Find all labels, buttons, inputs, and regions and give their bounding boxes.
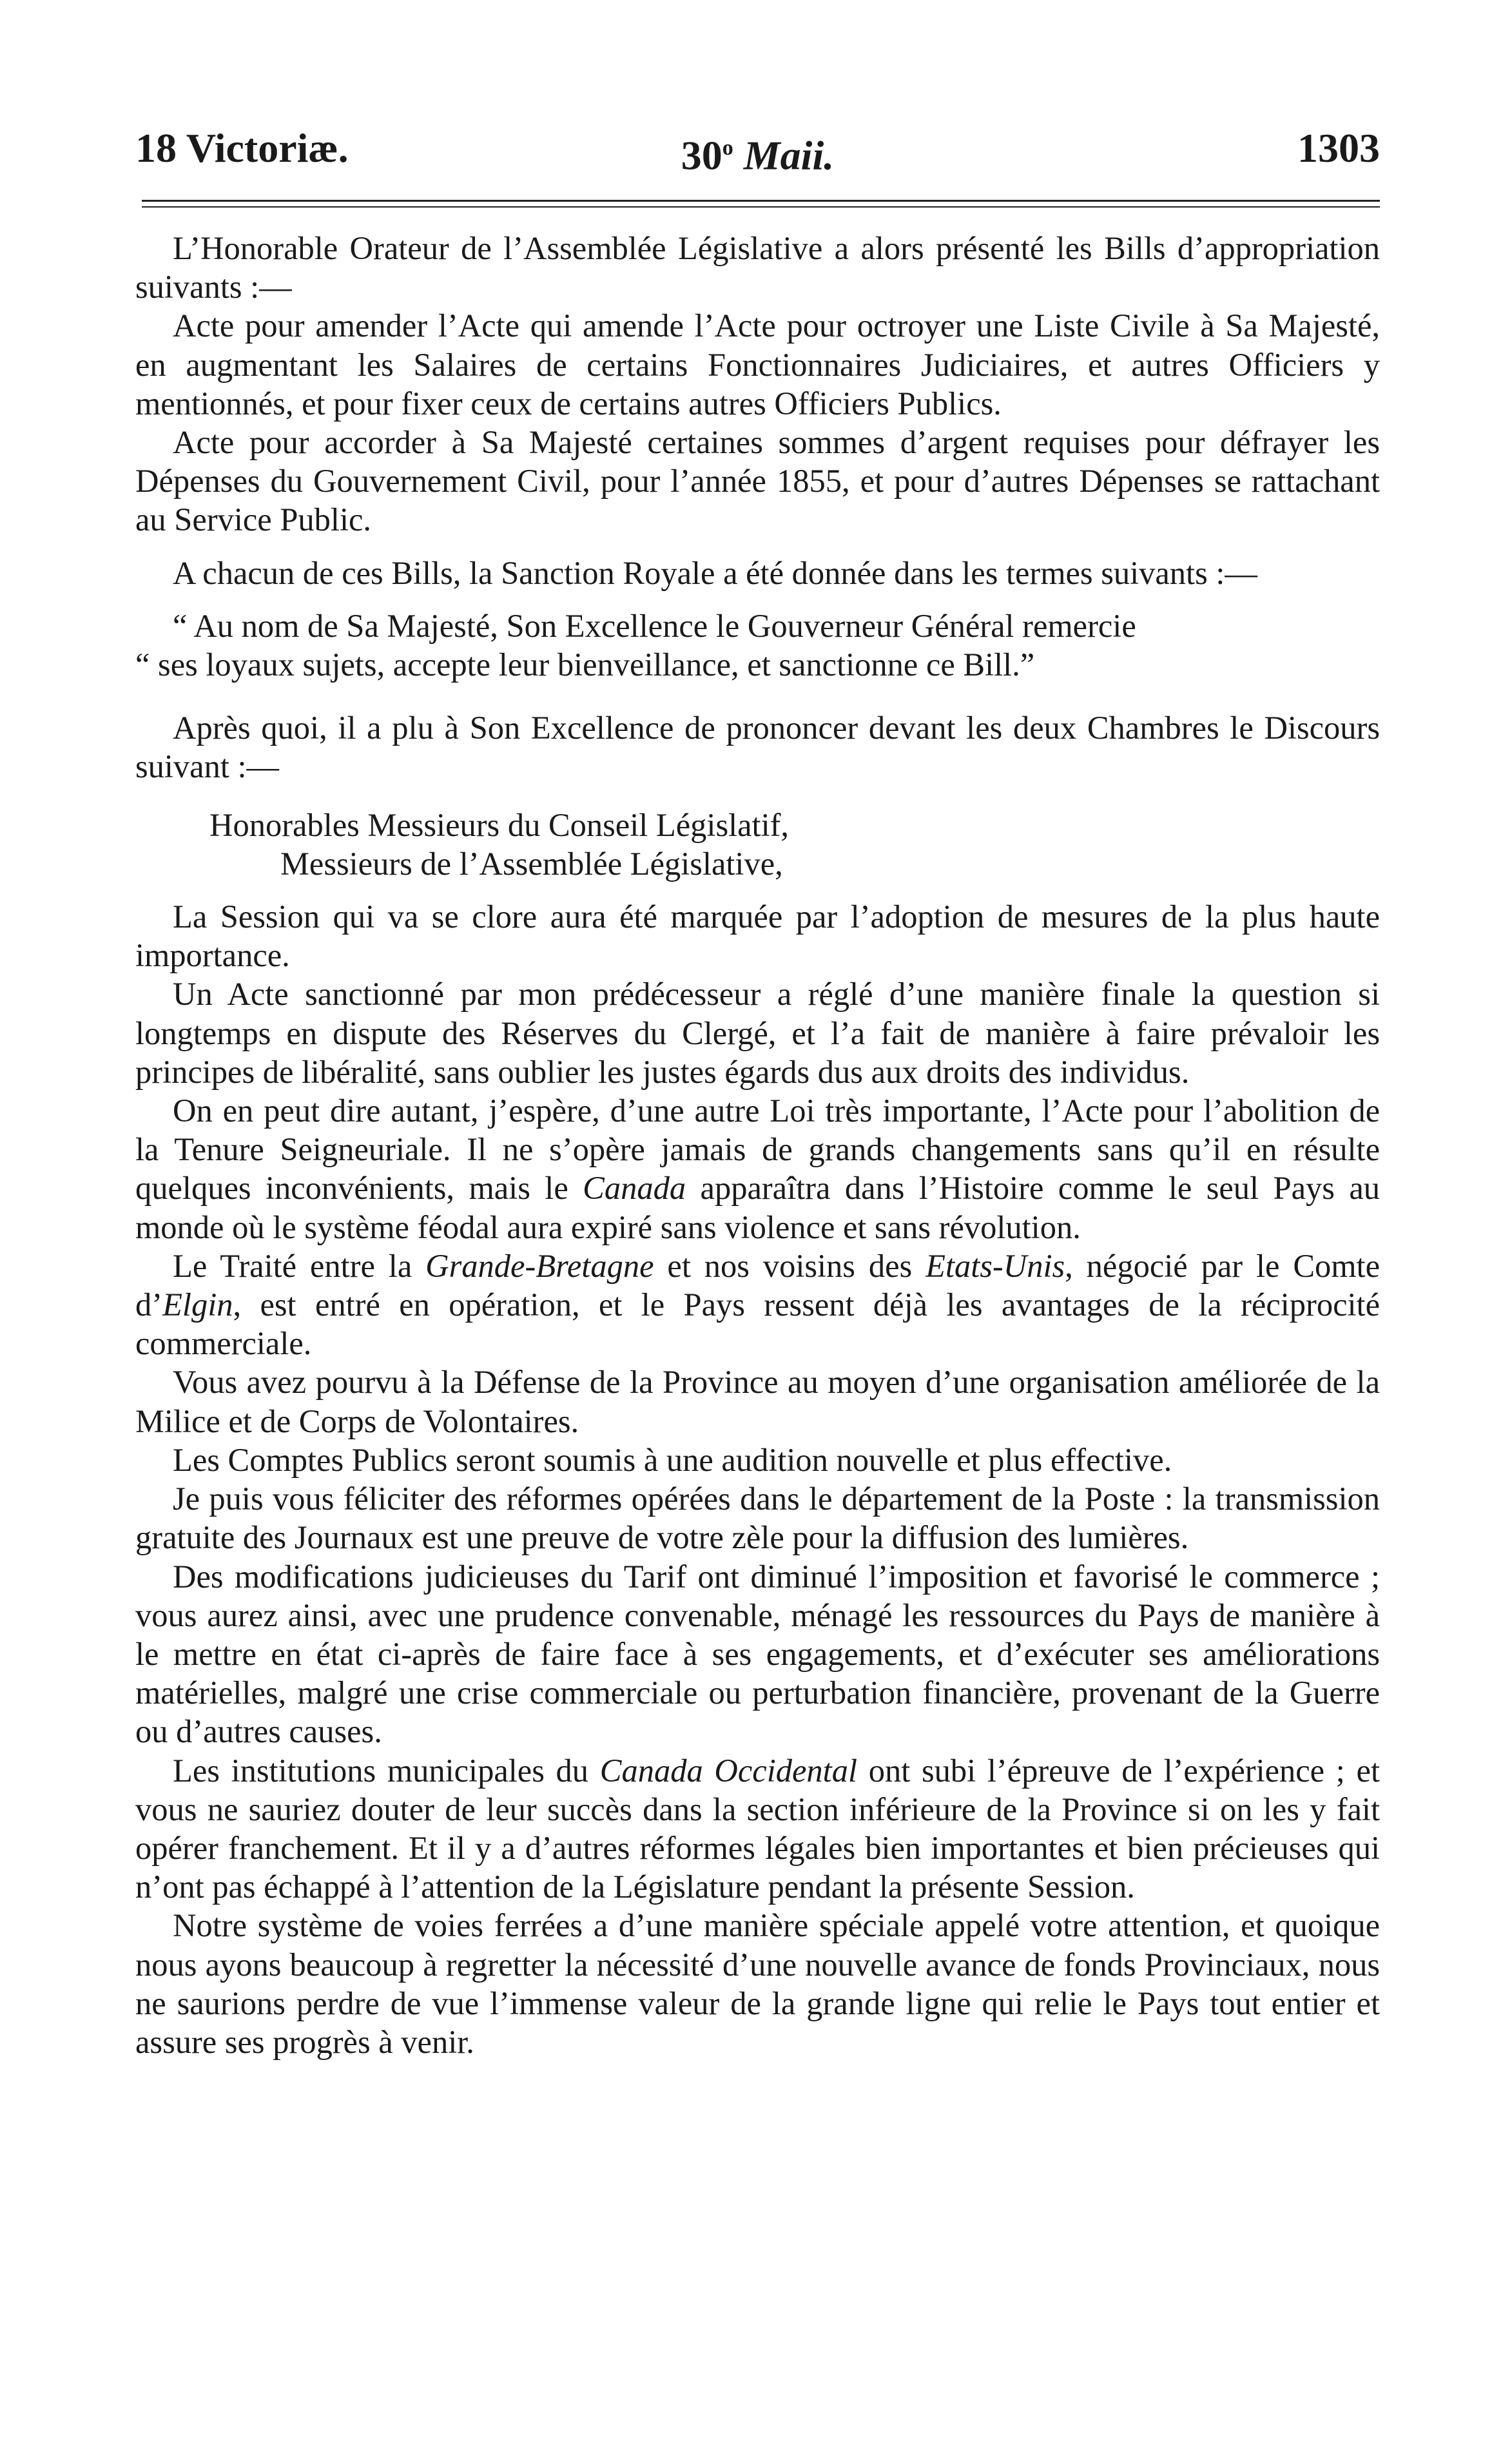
text-run: et nos voisins des <box>654 1247 926 1284</box>
header-regnal-year: 18 Victoriæ. <box>135 125 349 171</box>
italic-person-name: Elgin <box>162 1287 233 1323</box>
header-rule <box>142 200 1380 202</box>
paragraph-civil-list-act: Acte pour amender l’Acte qui amende l’Acte pour octroyer une Liste Civile à Sa Majesté, en augmentant les Salaires de certains Fonctionnaires Judiciaires, et autres Officiers y mentionnés, et pour fixer ceux de certains autres Officiers Publics. <box>135 307 1380 422</box>
text-run: Les institutions municipales du <box>173 1752 600 1789</box>
text-run: , est entré en opération, et le Pays ressent déjà les avantages de la réciprocité commerciale. <box>135 1287 1380 1362</box>
italic-place-name: Grande-Bretagne <box>425 1247 654 1284</box>
paragraph-reciprocity-treaty <box>135 1247 1380 1363</box>
assent-formula-line-1: “ Au nom de Sa Majesté, Son Excellence le Gouverneur Général remercie <box>173 607 1136 644</box>
header-month: Maii. <box>743 132 835 179</box>
paragraph-tariff: Des modifications judicieuses du Tarif ont diminué l’imposition et favorisé le commerce ; vous aurez ainsi, avec une prudence convenable, ménagé les ressources du Pays de manière à le mettre en état ci-après de faire face à ses engagements, et d’exécuter ses améliorations matérielles, malgré une crise commerciale ou perturbation financière, provenant de la Guerre ou d’autres causes. <box>135 1558 1380 1750</box>
italic-place-name: Canada <box>583 1170 686 1207</box>
text-run: ont subi l’épreuve de l’expérience ; et vous ne sauriez douter de leur succès dans la section inférieure de la Province si on les y fait opérer franchement. Et il y a d’autres réformes légales bien importantes et bien précieuses qui n’ont pas échappé à l’attention de la Législature pendant la présente Session. <box>135 1752 1380 1905</box>
document-body <box>135 229 1380 2061</box>
header-day: 30 <box>681 132 722 179</box>
paragraph-seigneurial-tenure <box>135 1091 1380 1247</box>
address-legislative-assembly: Messieurs de l’Assemblée Législative, <box>280 845 783 882</box>
header-day-suffix: o <box>722 136 733 160</box>
running-header <box>135 113 1380 184</box>
paragraph-public-accounts: Les Comptes Publics seront soumis à une audition nouvelle et plus effective. <box>173 1441 1172 1478</box>
text-run: , négocié par le Comte d’ <box>135 1247 1381 1323</box>
paragraph-clergy-reserves: Un Acte sanctionné par mon prédécesseur a réglé d’une manière finale la question si longtemps en dispute des Réserves du Clergé, et l’a fait de manière à faire prévaloir les principes de libéralité, sans oublier les justes égards dus aux droits des individus. <box>135 976 1380 1090</box>
header-rule-thin <box>142 206 1380 208</box>
paragraph-post-office: Je puis vous féliciter des réformes opérées dans le département de la Poste : la transmission gratuite des Journaux est une preuve de votre zèle pour la diffusion des lumières. <box>135 1481 1380 1556</box>
assent-formula-line-2: “ ses loyaux sujets, accepte leur bienveillance, et sanctionne ce Bill.” <box>135 646 1035 683</box>
paragraph-militia: Vous avez pourvu à la Défense de la Province au moyen d’une organisation améliorée de la Milice et de Corps de Volontaires. <box>135 1364 1380 1439</box>
text-run: Le Traité entre la <box>173 1247 426 1284</box>
paragraph-supply-act: Acte pour accorder à Sa Majesté certaines sommes d’argent requises pour défrayer les Dépenses du Gouvernement Civil, pour l’année 1855, et pour d’autres Dépenses se rattachant au Service Public. <box>135 424 1380 538</box>
page-number: 1303 <box>1297 125 1380 171</box>
paragraph-municipal-institutions <box>135 1751 1380 1907</box>
paragraph-session-measures: La Session qui va se clore aura été marquée par l’adoption de mesures de la plus haute importance. <box>135 899 1380 974</box>
italic-place-name: Canada Occidental <box>599 1752 857 1789</box>
paragraph-speaker-presents-bills: L’Honorable Orateur de l’Assemblée Législative a alors présenté les Bills d’appropriation suivants :— <box>135 230 1380 306</box>
header-date <box>135 113 1380 191</box>
text-run: apparaîtra dans l’Histoire comme le seul Pays au monde où le système féodal aura expiré sans violence et sans révolution. <box>135 1170 1380 1245</box>
assent-formula <box>135 607 1380 684</box>
paragraph-railways: Notre système de voies ferrées a d’une manière spéciale appelé votre attention, et quoique nous ayons beaucoup à regretter la nécessité d’une nouvelle avance de fonds Provinciaux, nous ne saurions perdre de vue l’immense valeur de la grande ligne qui relie le Pays tout entier et assure ses progrès à venir. <box>135 1907 1380 2060</box>
italic-place-name: Etats-Unis <box>926 1247 1065 1284</box>
text-run: On en peut dire autant, j’espère, d’une autre Loi très importante, l’Acte pour l’abolition de la Tenure Seigneuriale. Il ne s’opère jamais de grands changements sans qu’il en résulte quelques inconvénients, mais le <box>135 1093 1380 1207</box>
paragraph-speech-intro: Après quoi, il a plu à Son Excellence de prononcer devant les deux Chambres le Discours suivant :— <box>135 710 1380 785</box>
paragraph-royal-assent: A chacun de ces Bills, la Sanction Royale a été donnée dans les termes suivants :— <box>173 554 1257 591</box>
address-legislative-council: Honorables Messieurs du Conseil Législatif, <box>209 806 790 843</box>
